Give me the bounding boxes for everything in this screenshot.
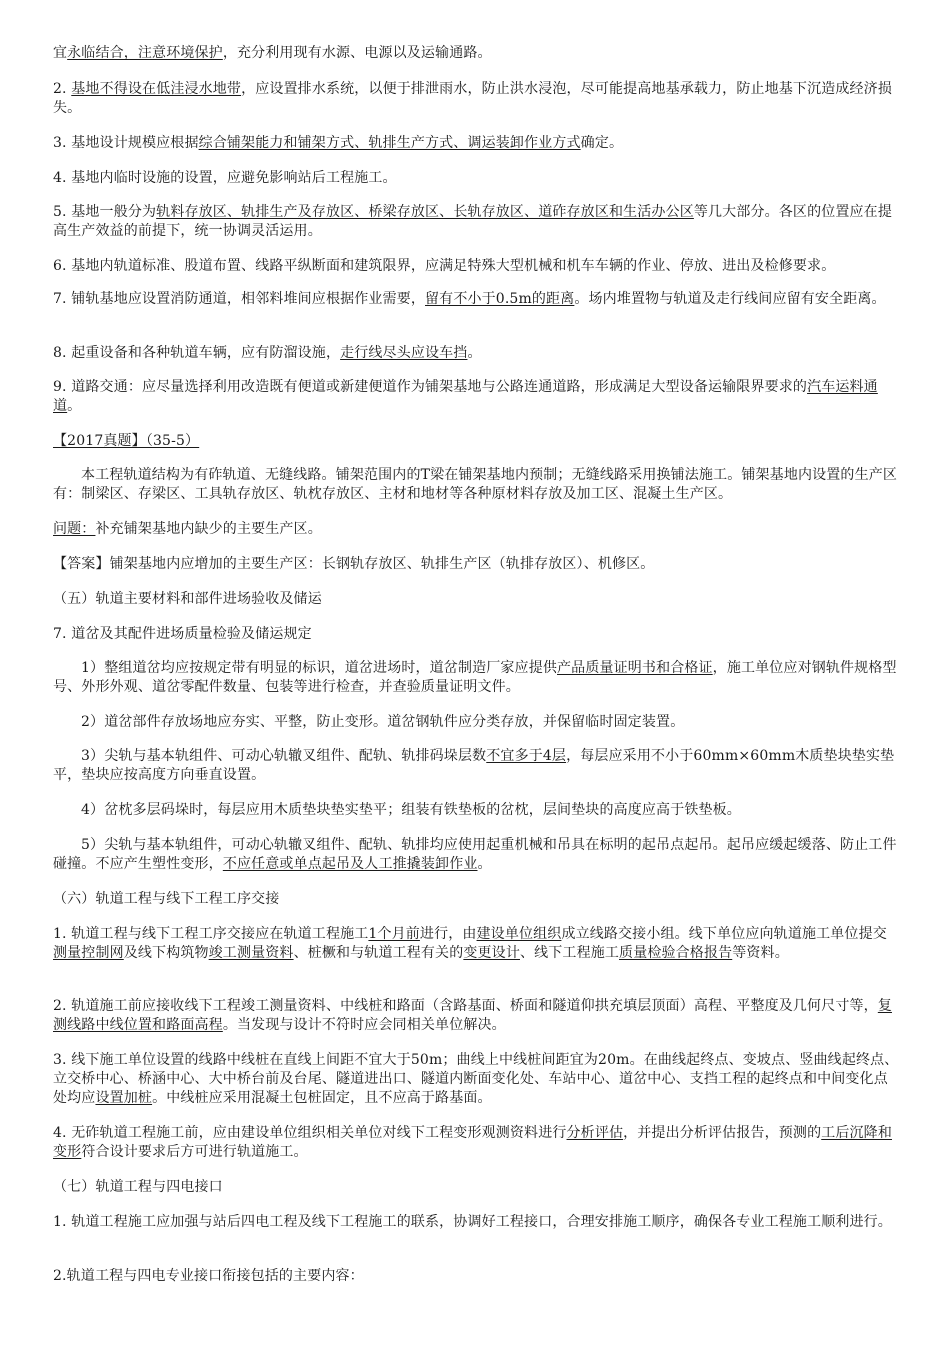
paragraph-item-4: 4. 基地内临时设施的设置，应避免影响站后工程施工。 — [53, 170, 397, 186]
answer: 【答案】铺架基地内应增加的主要生产区：长钢轨存放区、轨排生产区（轨排存放区）、机修区。 — [53, 556, 655, 572]
exam-heading: 【2017真题】（35-5） — [53, 433, 200, 449]
paragraph-item-2: 2. 基地不得设在低洼浸水地带，应设置排水系统，以便于排泄雨水，防止洪水浸泡，尽可能提高地基承载力，防止地基下沉造成经济损失。 — [53, 81, 892, 116]
turnout-rule-3: 3）尖轨与基本轨组件、可动心轨辙叉组件、配轨、轨排码垛层数不宜多于4层，每层应采用不小于60mm×60mm木质垫块垫实垫平，垫块应按高度方向垂直设置。 — [53, 748, 895, 783]
section-heading-5: （五）轨道主要材料和部件进场验收及储运 — [53, 591, 322, 607]
case-background: 本工程轨道结构为有砟轨道、无缝线路。铺架范围内的T梁在铺架基地内预制；无缝线路采用换铺法施工。铺架基地内设置的生产区有：制梁区、存梁区、工具轨存放区、轨枕存放区、主材和地材等各种原材料存放及加工区、混凝土生产区。 — [53, 467, 898, 502]
turnout-rule-2: 2）道岔部件存放场地应夯实、平整，防止变形。道岔钢轨件应分类存放，并保留临时固定装置。 — [81, 714, 685, 730]
interface-rule-1: 1. 轨道工程施工应加强与站后四电工程及线下工程施工的联系，协调好工程接口，合理安排施工顺序，确保各专业工程施工顺利进行。 — [53, 1214, 892, 1230]
paragraph-item-5: 5. 基地一般分为轨料存放区、轨排生产及存放区、桥梁存放区、长轨存放区、道砟存放区和生活办公区等几大部分。各区的位置应在提高生产效益的前提下，统一协调灵活运用。 — [53, 204, 892, 239]
section-heading-6: （六）轨道工程与线下工程工序交接 — [53, 891, 280, 907]
handover-rule-2: 2. 轨道施工前应接收线下工程竣工测量资料、中线桩和路面（含路基面、桥面和隧道仰拱充填层顶面）高程、平整度及几何尺寸等，复测线路中线位置和路面高程。当发现与设计不符时应会同相关单位解决。 — [53, 998, 892, 1033]
interface-rule-2: 2.轨道工程与四电专业接口衔接包括的主要内容： — [53, 1268, 364, 1284]
handover-rule-3: 3. 线下施工单位设置的线路中线桩在直线上间距不宜大于50m；曲线上中线桩间距宜为20m。在曲线起终点、变坡点、竖曲线起终点、立交桥中心、桥涵中心、大中桥台前及台尾、隧道进出口、隧道内断面变化处、车站中心、道岔中心、支挡工程的起终点和中间变化点处均应设置加桩。中线桩应采用混凝土包桩固定，且不应高于路基面。 — [53, 1052, 899, 1106]
turnout-rule-5: 5）尖轨与基本轨组件，可动心轨辙叉组件、配轨、轨排均应使用起重机械和吊具在标明的起吊点起吊。起吊应缓起缓落、防止工件碰撞。不应产生塑性变形，不应任意或单点起吊及人工推撬装卸作业。 — [53, 837, 897, 872]
section-heading-7: （七）轨道工程与四电接口 — [53, 1179, 223, 1195]
turnout-rule-4: 4）岔枕多层码垛时，每层应用木质垫块垫实垫平；组装有铁垫板的岔枕，层间垫块的高度应高于铁垫板。 — [81, 802, 741, 818]
paragraph-item-6: 6. 基地内轨道标准、股道布置、线路平纵断面和建筑限界，应满足特殊大型机械和机车车辆的作业、停放、进出及检修要求。 — [53, 258, 836, 274]
handover-rule-1: 1. 轨道工程与线下工程工序交接应在轨道工程施工1个月前进行，由建设单位组织成立线路交接小组。线下单位应向轨道施工单位提交测量控制网及线下构筑物竣工测量资料、桩橛和与轨道工程有关的变更设计、线下工程施工质量检验合格报告等资料。 — [53, 926, 887, 961]
paragraph-item-7: 7. 铺轨基地应设置消防通道，相邻料堆间应根据作业需要，留有不小于0.5m的距离。场内堆置物与轨道及走行线间应留有安全距离。 — [53, 291, 886, 307]
subheading-7: 7. 道岔及其配件进场质量检验及储运规定 — [53, 626, 312, 642]
paragraph-item-9: 9. 道路交通：应尽量选择利用改造既有便道或新建便道作为铺架基地与公路连通道路，形成满足大型设备运输限界要求的汽车运料通道。 — [53, 379, 878, 414]
paragraph-item-8: 8. 起重设备和各种轨道车辆，应有防溜设施，走行线尽头应设车挡。 — [53, 345, 482, 361]
question: 问题：补充铺架基地内缺少的主要生产区。 — [53, 521, 322, 537]
paragraph-site-principle: 宜永临结合，注意环境保护，充分利用现有水源、电源以及运输通路。 — [53, 45, 492, 61]
paragraph-item-3: 3. 基地设计规模应根据综合铺架能力和铺架方式、轨排生产方式、调运装卸作业方式确定。 — [53, 135, 624, 151]
handover-rule-4: 4. 无砟轨道工程施工前，应由建设单位组织相关单位对线下工程变形观测资料进行分析评估，并提出分析评估报告，预测的工后沉降和变形符合设计要求后方可进行轨道施工。 — [53, 1125, 892, 1160]
turnout-rule-1: 1）整组道岔均应按规定带有明显的标识，道岔进场时，道岔制造厂家应提供产品质量证明书和合格证，施工单位应对钢轨件规格型号、外形外观、道岔零配件数量、包装等进行检查，并查验质量证明文件。 — [53, 660, 897, 695]
